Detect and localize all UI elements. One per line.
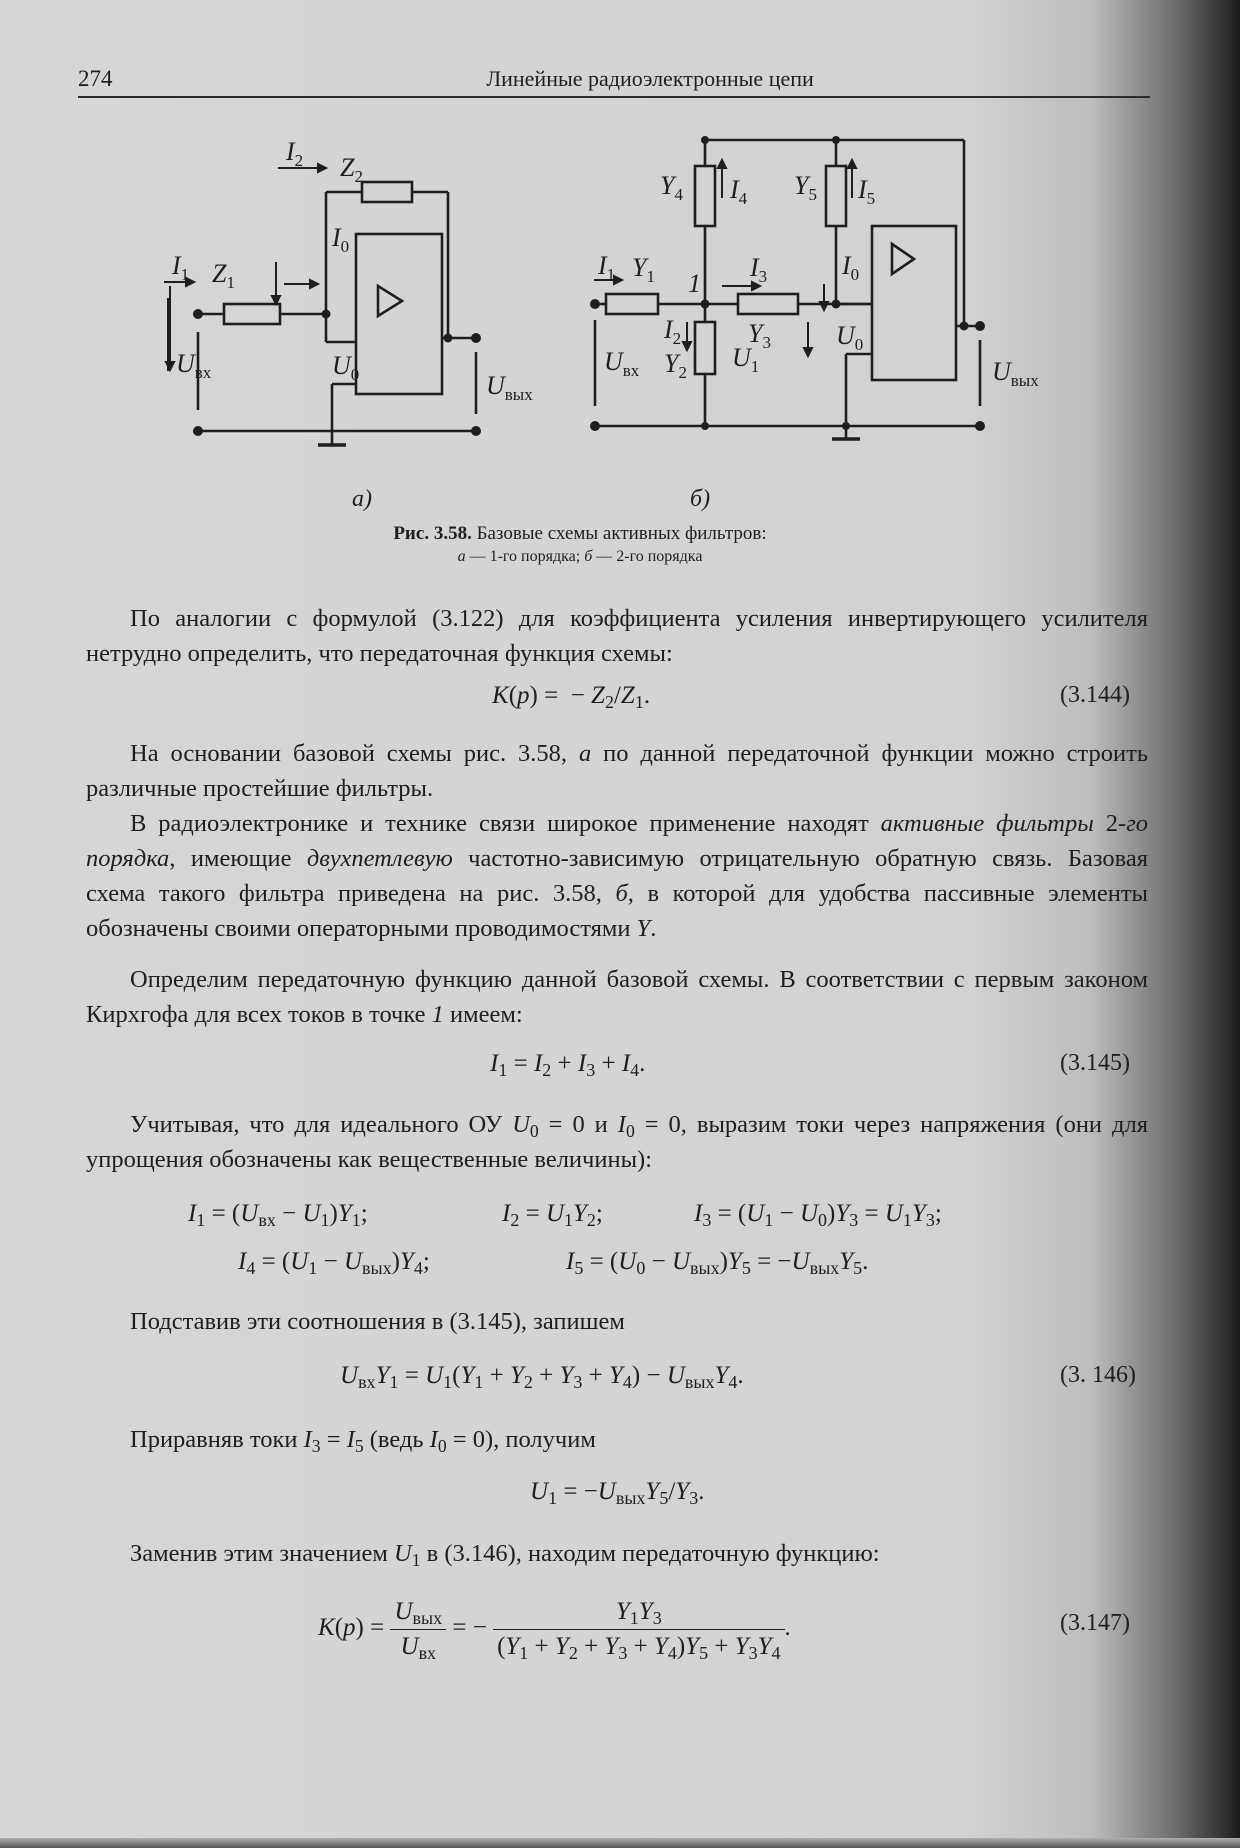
resistor-y3 <box>738 294 798 314</box>
node-b-1 <box>701 300 710 309</box>
terminal-a-gnd-left <box>193 426 203 436</box>
resistor-z1 <box>224 304 280 324</box>
panel-label-b: б) <box>690 486 711 512</box>
opamp-b <box>872 226 956 380</box>
label-a-Z2: $Z_2$ <box>340 153 363 186</box>
label-b-I4: $I_4$ <box>730 175 748 208</box>
equation-number-3-145: (3.145) <box>1060 1050 1130 1076</box>
label-a-I0: $I_0$ <box>332 223 350 256</box>
label-b-Uin: $U_{вх}$ <box>604 347 640 380</box>
node-a-inv <box>322 310 331 319</box>
label-b-Y1: $Y_1$ <box>632 253 655 286</box>
caption-sub-a-text: — 1-го порядка; <box>465 548 585 565</box>
caption-subtitle <box>150 546 1010 568</box>
paragraph-6: Подставив эти соотношения в (3.145), запишем <box>130 1308 625 1335</box>
label-a-Z1: $Z_1$ <box>212 259 235 292</box>
terminal-a-gnd-right <box>471 426 481 436</box>
opamp-a <box>356 234 442 394</box>
caption-title <box>150 522 1010 546</box>
figure-3-58 <box>140 126 1070 576</box>
resistor-z2 <box>362 182 412 202</box>
label-b-Y3: $Y_3$ <box>748 319 771 352</box>
equation-I2: $I_2 = U_1Y_2$; <box>502 1200 603 1231</box>
caption-text: Базовые схемы активных фильтров: <box>471 523 767 544</box>
figure-caption <box>150 522 1010 568</box>
page-header <box>78 66 1150 100</box>
caption-sub-b: б <box>584 548 593 565</box>
equation-3-147: K(p) = $\frac{U_{вых}}{U_{вх}}$ = − $\frac{Y_1Y_3}{(Y_1 + Y_2 + Y_3 + Y_4)Y_5 + Y_3Y_4}$ . <box>318 1598 791 1664</box>
paragraph-4: Определим передаточную функцию данной базовой схемы. В соответствии с первым законом Кирхгофа для всех токов в точке 1 имеем: <box>86 966 1148 1028</box>
node-a-out <box>444 334 453 343</box>
circuit-a <box>198 182 476 445</box>
label-b-U1: $U_1$ <box>732 343 760 376</box>
equation-3-145: $I_1 = I_2 + I_3 + I_4$. <box>490 1050 646 1081</box>
label-a-I1: $I_1$ <box>172 251 190 284</box>
terminal-b-gnd-left <box>590 421 600 431</box>
terminal-a-in <box>193 309 203 319</box>
running-title: Линейные радиоэлектронные цепи <box>486 66 814 91</box>
opamp-b-triangle <box>892 244 914 274</box>
label-b-I5: $I_5$ <box>858 175 876 208</box>
label-a-U0: $U_0$ <box>332 351 360 384</box>
label-b-Y4: $Y_4$ <box>660 171 683 204</box>
circuit-b <box>595 140 980 439</box>
label-a-I2: $I_2$ <box>286 137 304 170</box>
label-b-Uout: $U_{вых}$ <box>992 357 1039 390</box>
caption-sub-b-text: — 2-го порядка <box>592 548 703 565</box>
node-b-gnd-mid <box>701 422 709 430</box>
equation-I3: $I_3 = (U_1 - U_0)Y_3 = U_1Y_3$; <box>694 1200 942 1231</box>
panel-label-a: а) <box>352 486 372 512</box>
label-b-U0: $U_0$ <box>836 321 864 354</box>
terminal-b-gnd-right <box>975 421 985 431</box>
node-b-gnd-right <box>842 422 850 430</box>
label-b-Y2: $Y_2$ <box>664 349 687 382</box>
label-b-I3: $I_3$ <box>750 253 768 286</box>
label-b-Y5: $Y_5$ <box>794 171 817 204</box>
page-number: 274 <box>78 66 113 91</box>
resistor-y4 <box>695 166 715 226</box>
terminal-b-out <box>975 321 985 331</box>
label-b-I2: $I_2$ <box>664 315 682 348</box>
fraction-transfer: $\frac{Y_1Y_3}{(Y_1 + Y_2 + Y_3 + Y_4)Y_5 + Y_3Y_4}$ <box>493 1598 784 1661</box>
label-a-Uout: $U_{вых}$ <box>486 371 533 404</box>
paragraph-2: На основании базовой схемы рис. 3.58, а по данной передаточной функции можно строить различные простейшие фильтры. <box>86 740 1148 802</box>
equation-U1: $U_1 = -U_{вых}Y_5/Y_3$. <box>530 1478 705 1509</box>
paragraph-3: В радиоэлектронике и технике связи широкое применение находят активные фильтры 2-го порядка, имеющие двухпетлевую частотно-зависимую отрицательную обратную связь. Базовая схема такого фильтра приведена на рис. 3.58, б, в которой для удобства пассивные элементы обозначены своими операторными проводимостями Y. <box>86 810 1149 942</box>
label-b-I0: $I_0$ <box>842 251 860 284</box>
resistor-y2 <box>695 322 715 374</box>
paragraph-8: Заменив этим значением $U_1$ в (3.146), находим передаточную функцию: <box>130 1540 880 1570</box>
paragraph-7: Приравняв токи $I_3 = I_5$ (ведь $I_0 = 0$), получим <box>130 1426 596 1456</box>
equation-I4: $I_4 = (U_1 - U_{вых})Y_4$; <box>238 1248 430 1279</box>
node-b-inv <box>832 300 841 309</box>
node-b-out <box>960 322 969 331</box>
header-rule <box>78 96 1150 98</box>
equation-3-146: $U_{вх}Y_1 = U_1(Y_1 + Y_2 + Y_3 + Y_4) - U_{вых}Y_4$. <box>340 1362 744 1393</box>
label-b-node-1: 1 <box>688 269 701 298</box>
labels-b <box>597 171 1039 512</box>
label-a-Uin: $U_{вх}$ <box>176 349 212 382</box>
equation-number-3-146: (3. 146) <box>1060 1362 1136 1388</box>
node-b-top-right <box>832 136 840 144</box>
equation-number-3-144: (3.144) <box>1060 682 1130 708</box>
resistor-y5 <box>826 166 846 226</box>
label-b-I1: $I_1$ <box>598 251 616 284</box>
equation-I5: $I_5 = (U_0 - U_{вых})Y_5 = -U_{вых}Y_5$. <box>566 1248 869 1279</box>
terminal-b-in <box>590 299 600 309</box>
equation-number-3-147: (3.147) <box>1060 1610 1130 1636</box>
page-bottom-edge <box>0 1838 1240 1848</box>
equation-3-144: K(p) = − $Z_2/Z_1$. <box>492 682 651 713</box>
fraction-uout-uin: $\frac{U_{вых}}{U_{вх}}$ <box>390 1598 446 1661</box>
caption-sub-a: а <box>457 548 466 565</box>
paragraph-5: Учитывая, что для идеального ОУ $U_0 = 0$ и $I_0 = 0$, выразим токи через напряжения (они для упрощения обозначены как вещественные величины): <box>86 1111 1148 1173</box>
resistor-y1 <box>606 294 658 314</box>
caption-label: Рис. 3.58. <box>393 523 472 544</box>
terminal-a-out <box>471 333 481 343</box>
paragraph-1: По аналогии с формулой (3.122) для коэффициента усиления инвертирующего усилителя нетрудно определить, что передаточная функция схемы: <box>86 605 1148 667</box>
node-b-top-left <box>701 136 709 144</box>
opamp-a-triangle <box>378 286 402 316</box>
circuit-diagrams <box>140 126 1070 526</box>
equation-I1: $I_1 = (U_{вх} - U_1)Y_1$; <box>188 1200 368 1231</box>
